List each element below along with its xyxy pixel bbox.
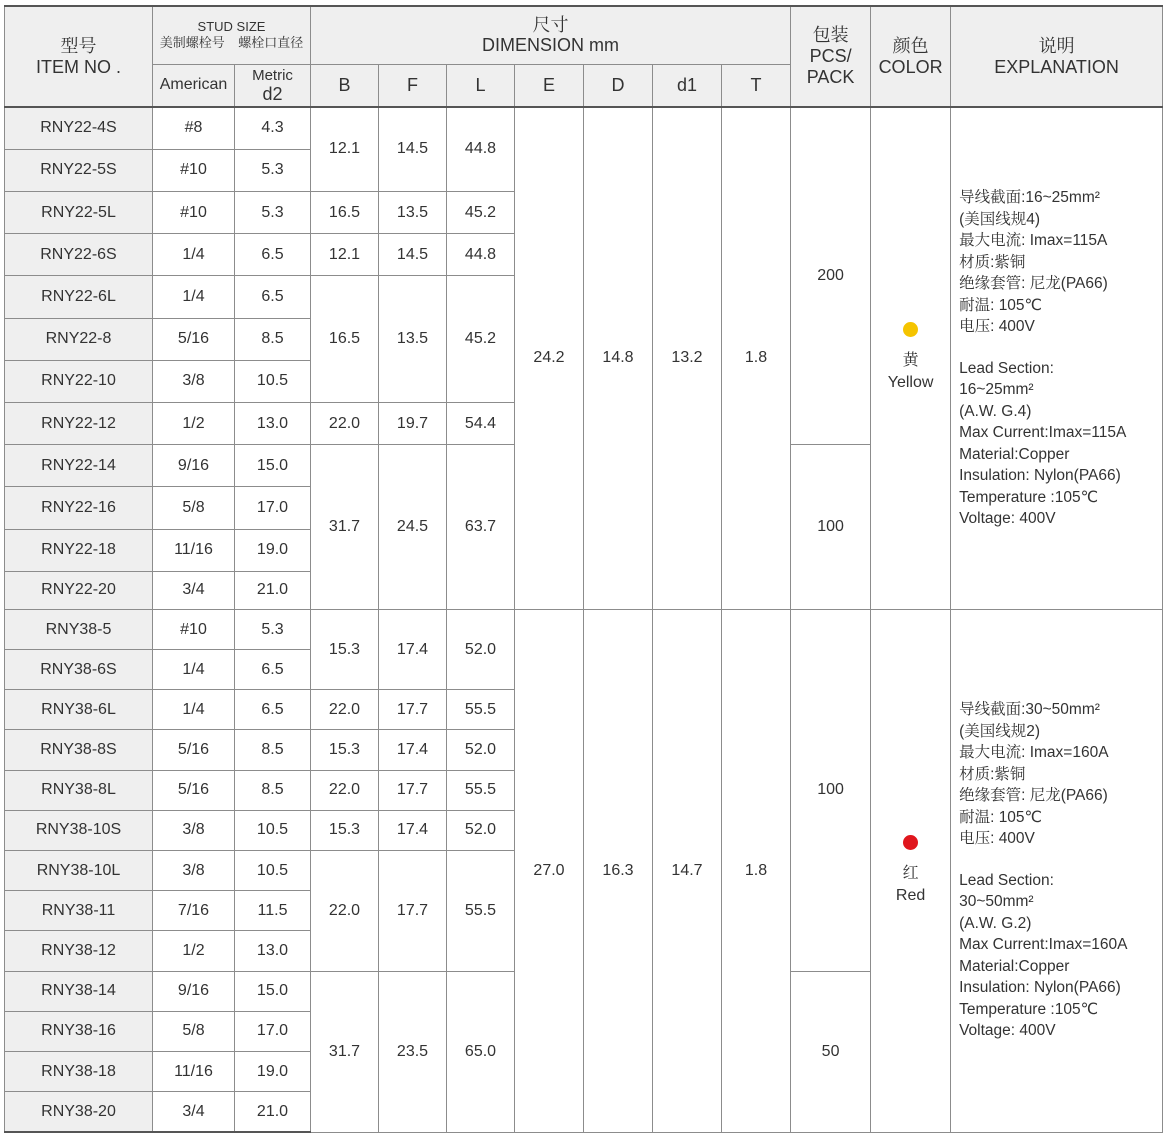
dimension-header	[311, 6, 791, 64]
item-no-cell: RNY38-6L	[5, 690, 153, 730]
l-header: L	[447, 64, 515, 107]
american-size-cell: 11/16	[153, 1051, 235, 1091]
dim-l-cell: 65.0	[447, 971, 515, 1132]
dim-b-cell: 31.7	[311, 445, 379, 610]
dim-b-cell: 16.5	[311, 191, 379, 233]
f-header: F	[379, 64, 447, 107]
pack-header-en1: PCS/	[809, 46, 852, 66]
explanation-line: Lead Section:	[959, 359, 1054, 377]
dim-f-cell: 13.5	[379, 191, 447, 233]
metric-size-cell: 17.0	[235, 487, 311, 529]
item-no-cell: RNY22-14	[5, 445, 153, 487]
dim-l-cell: 55.5	[447, 851, 515, 972]
explanation-line: (美国线规2)	[959, 722, 1041, 740]
d1-header: d1	[653, 64, 722, 107]
dim-b-cell: 15.3	[311, 810, 379, 850]
dim-d1-cell: 14.7	[653, 609, 722, 1132]
metric-size-cell: 8.5	[235, 730, 311, 770]
american-size-cell: 9/16	[153, 445, 235, 487]
b-header: B	[311, 64, 379, 107]
metric-size-cell: 6.5	[235, 650, 311, 690]
dim-l-cell: 45.2	[447, 191, 515, 233]
stud-metric-cn: 螺栓口直径	[238, 35, 304, 51]
explanation-cell	[951, 107, 1163, 609]
dim-b-cell: 22.0	[311, 770, 379, 810]
dim-b-cell: 15.3	[311, 730, 379, 770]
color-header-cn: 颜色	[892, 35, 929, 56]
dim-f-cell: 14.5	[379, 234, 447, 276]
metric-size-cell: 8.5	[235, 770, 311, 810]
explanation-line: Insulation: Nylon(PA66)	[959, 979, 1121, 997]
american-size-cell: 3/4	[153, 571, 235, 609]
explanation-line: 电压: 400V	[959, 318, 1035, 336]
dim-t-cell: 1.8	[722, 107, 791, 609]
dim-e-cell: 24.2	[515, 107, 584, 609]
american-size-cell: #10	[153, 191, 235, 233]
american-size-cell: 3/8	[153, 810, 235, 850]
metric-size-cell: 5.3	[235, 149, 311, 191]
item-no-cell: RNY38-14	[5, 971, 153, 1011]
header-row-top	[5, 6, 1163, 64]
dim-f-cell: 19.7	[379, 402, 447, 444]
explanation-line: Voltage: 400V	[959, 1022, 1056, 1040]
dim-e-cell: 27.0	[515, 609, 584, 1132]
american-size-cell: #10	[153, 149, 235, 191]
color-header-en: COLOR	[878, 56, 943, 77]
metric-header	[235, 64, 311, 107]
item-no-cell: RNY38-8S	[5, 730, 153, 770]
item-no-cell: RNY22-6L	[5, 276, 153, 318]
color-cell	[871, 107, 951, 609]
explanation-line: 绝缘套管: 尼龙(PA66)	[959, 787, 1108, 805]
explanation-line: Insulation: Nylon(PA66)	[959, 467, 1121, 485]
american-size-cell: 3/8	[153, 851, 235, 891]
metric-size-cell: 10.5	[235, 851, 311, 891]
item-no-cell: RNY22-4S	[5, 107, 153, 149]
pack-qty-cell: 100	[791, 445, 871, 610]
e-header: E	[515, 64, 584, 107]
item-no-cell: RNY38-12	[5, 931, 153, 971]
explanation-header-cn: 说明	[1038, 35, 1075, 56]
explanation-line: 耐温: 105℃	[959, 296, 1042, 314]
item-no-cell: RNY38-16	[5, 1011, 153, 1051]
explanation-line: 电压: 400V	[959, 830, 1035, 848]
item-no-header-cn: 型号	[60, 35, 97, 56]
metric-size-cell: 19.0	[235, 1051, 311, 1091]
dim-f-cell: 17.4	[379, 810, 447, 850]
dim-f-cell: 17.7	[379, 690, 447, 730]
item-no-cell: RNY38-20	[5, 1092, 153, 1132]
explanation-cell	[951, 609, 1163, 1132]
color-dot	[903, 322, 918, 337]
metric-header-2: d2	[262, 83, 283, 104]
dim-b-cell: 22.0	[311, 402, 379, 444]
explanation-header	[951, 6, 1163, 107]
item-no-cell: RNY22-10	[5, 360, 153, 402]
american-size-cell: 1/4	[153, 650, 235, 690]
metric-size-cell: 11.5	[235, 891, 311, 931]
spec-table	[4, 5, 1163, 1133]
american-size-cell: 1/4	[153, 234, 235, 276]
explanation-line: Temperature :105℃	[959, 1000, 1098, 1018]
item-no-cell: RNY38-18	[5, 1051, 153, 1091]
dim-f-cell: 17.4	[379, 730, 447, 770]
dim-d-cell: 14.8	[584, 107, 653, 609]
dim-f-cell: 14.5	[379, 107, 447, 191]
item-no-header	[5, 6, 153, 107]
dim-l-cell: 52.0	[447, 609, 515, 689]
t-header: T	[722, 64, 791, 107]
explanation-header-en: EXPLANATION	[994, 56, 1119, 77]
dim-l-cell: 54.4	[447, 402, 515, 444]
metric-size-cell: 15.0	[235, 971, 311, 1011]
metric-size-cell: 21.0	[235, 1092, 311, 1132]
table-row	[5, 609, 1163, 649]
explanation-line: Max Current:Imax=115A	[959, 424, 1127, 442]
metric-size-cell: 10.5	[235, 810, 311, 850]
metric-size-cell: 13.0	[235, 931, 311, 971]
metric-size-cell: 13.0	[235, 402, 311, 444]
explanation-line: Max Current:Imax=160A	[959, 936, 1128, 954]
american-size-cell: 5/16	[153, 770, 235, 810]
metric-size-cell: 4.3	[235, 107, 311, 149]
dim-l-cell: 63.7	[447, 445, 515, 610]
explanation-line: 材质:紫铜	[959, 253, 1026, 271]
color-header	[871, 6, 951, 107]
item-no-cell: RNY22-18	[5, 529, 153, 571]
dimension-header-cn: 尺寸	[532, 15, 569, 36]
explanation-line: 最大电流: Imax=160A	[959, 744, 1109, 762]
dimension-header-en: DIMENSION mm	[482, 35, 620, 56]
explanation-line: Lead Section:	[959, 871, 1054, 889]
explanation-line: (A.W. G.4)	[959, 402, 1032, 420]
american-size-cell: 1/2	[153, 402, 235, 444]
item-no-cell: RNY38-11	[5, 891, 153, 931]
dim-b-cell: 12.1	[311, 234, 379, 276]
item-no-header-en: ITEM NO .	[36, 56, 121, 77]
stud-size-header	[153, 6, 311, 64]
item-no-cell: RNY38-8L	[5, 770, 153, 810]
item-no-cell: RNY22-5L	[5, 191, 153, 233]
pack-header	[791, 6, 871, 107]
explanation-line: 最大电流: Imax=115A	[959, 232, 1108, 250]
american-size-cell: 3/4	[153, 1092, 235, 1132]
dim-b-cell: 31.7	[311, 971, 379, 1132]
american-size-cell: 3/8	[153, 360, 235, 402]
explanation-line: 材质:紫铜	[959, 765, 1026, 783]
american-size-cell: 1/4	[153, 276, 235, 318]
dim-b-cell: 15.3	[311, 609, 379, 689]
color-name-cn: 红	[902, 864, 919, 882]
metric-size-cell: 8.5	[235, 318, 311, 360]
item-no-cell: RNY38-10S	[5, 810, 153, 850]
metric-size-cell: 21.0	[235, 571, 311, 609]
color-name-en: Yellow	[887, 374, 934, 392]
explanation-gap	[959, 338, 1162, 358]
american-size-cell: 9/16	[153, 971, 235, 1011]
explanation-gap	[959, 850, 1162, 870]
item-no-cell: RNY38-5	[5, 609, 153, 649]
metric-size-cell: 5.3	[235, 191, 311, 233]
explanation-line: Material:Copper	[959, 445, 1070, 463]
dim-b-cell: 22.0	[311, 690, 379, 730]
item-no-cell: RNY22-12	[5, 402, 153, 444]
american-size-cell: #8	[153, 107, 235, 149]
dim-b-cell: 12.1	[311, 107, 379, 191]
metric-size-cell: 6.5	[235, 234, 311, 276]
dim-b-cell: 22.0	[311, 851, 379, 972]
american-header: American	[153, 64, 235, 107]
dim-d-cell: 16.3	[584, 609, 653, 1132]
dim-b-cell: 16.5	[311, 276, 379, 403]
american-size-cell: 1/4	[153, 690, 235, 730]
item-no-cell: RNY22-6S	[5, 234, 153, 276]
metric-size-cell: 10.5	[235, 360, 311, 402]
dim-t-cell: 1.8	[722, 609, 791, 1132]
item-no-cell: RNY38-10L	[5, 851, 153, 891]
item-no-cell: RNY22-8	[5, 318, 153, 360]
item-no-cell: RNY22-5S	[5, 149, 153, 191]
dim-l-cell: 52.0	[447, 730, 515, 770]
american-size-cell: 11/16	[153, 529, 235, 571]
d-header: D	[584, 64, 653, 107]
american-size-cell: #10	[153, 609, 235, 649]
dim-f-cell: 17.7	[379, 770, 447, 810]
dim-f-cell: 17.7	[379, 851, 447, 972]
item-no-cell: RNY22-16	[5, 487, 153, 529]
metric-size-cell: 19.0	[235, 529, 311, 571]
dim-f-cell: 13.5	[379, 276, 447, 403]
color-name-en: Red	[895, 886, 926, 904]
metric-size-cell: 6.5	[235, 690, 311, 730]
american-size-cell: 5/16	[153, 730, 235, 770]
explanation-line: 导线截面:30~50mm²	[959, 701, 1100, 719]
explanation-line: 耐温: 105℃	[959, 808, 1042, 826]
metric-header-1: Metric	[252, 66, 293, 84]
explanation-line: Material:Copper	[959, 957, 1070, 975]
dim-l-cell: 45.2	[447, 276, 515, 403]
dim-f-cell: 24.5	[379, 445, 447, 610]
american-size-cell: 5/16	[153, 318, 235, 360]
pack-qty-cell: 200	[791, 107, 871, 445]
pack-qty-cell: 100	[791, 609, 871, 971]
explanation-line: Temperature :105℃	[959, 488, 1098, 506]
pack-header-cn: 包装	[812, 25, 849, 45]
spec-body	[5, 107, 1163, 1132]
metric-size-cell: 6.5	[235, 276, 311, 318]
explanation-line: (A.W. G.2)	[959, 914, 1032, 932]
american-size-cell: 5/8	[153, 1011, 235, 1051]
color-dot	[903, 835, 918, 850]
american-size-cell: 1/2	[153, 931, 235, 971]
stud-size-header-en: STUD SIZE	[197, 19, 266, 35]
pack-qty-cell: 50	[791, 971, 871, 1132]
dim-d1-cell: 13.2	[653, 107, 722, 609]
dim-f-cell: 17.4	[379, 609, 447, 689]
metric-size-cell: 5.3	[235, 609, 311, 649]
explanation-line: 绝缘套管: 尼龙(PA66)	[959, 275, 1108, 293]
explanation-line: (美国线规4)	[959, 210, 1041, 228]
dim-l-cell: 55.5	[447, 770, 515, 810]
color-name-cn: 黄	[902, 352, 919, 370]
american-size-cell: 5/8	[153, 487, 235, 529]
explanation-line: 30~50mm²	[959, 893, 1034, 911]
metric-size-cell: 15.0	[235, 445, 311, 487]
american-size-cell: 7/16	[153, 891, 235, 931]
explanation-line: 16~25mm²	[959, 381, 1034, 399]
dim-f-cell: 23.5	[379, 971, 447, 1132]
dim-l-cell: 44.8	[447, 234, 515, 276]
pack-header-en2: PACK	[806, 67, 855, 87]
dim-l-cell: 55.5	[447, 690, 515, 730]
explanation-line: 导线截面:16~25mm²	[959, 189, 1100, 207]
stud-american-cn: 美制螺栓号	[159, 35, 225, 51]
table-row	[5, 107, 1163, 149]
explanation-line: Voltage: 400V	[959, 510, 1056, 528]
dim-l-cell: 44.8	[447, 107, 515, 191]
item-no-cell: RNY22-20	[5, 571, 153, 609]
color-cell	[871, 609, 951, 1132]
dim-l-cell: 52.0	[447, 810, 515, 850]
metric-size-cell: 17.0	[235, 1011, 311, 1051]
item-no-cell: RNY38-6S	[5, 650, 153, 690]
